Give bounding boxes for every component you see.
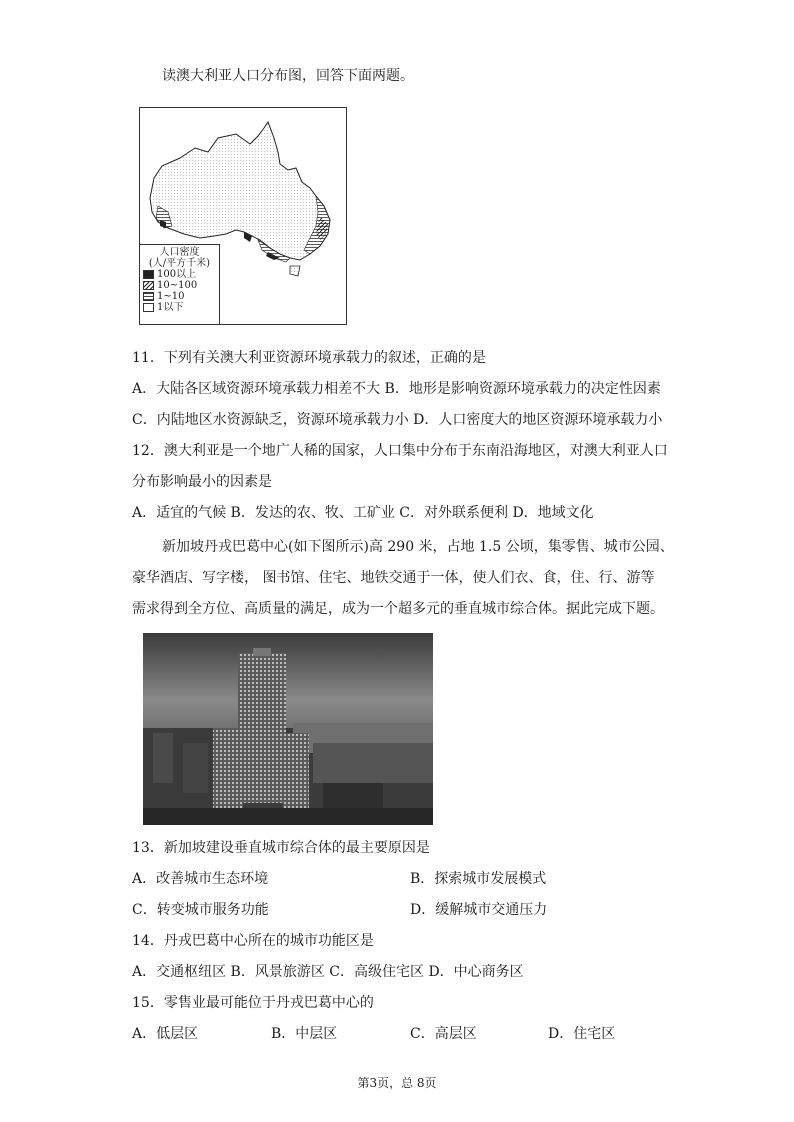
legend-swatch-dark bbox=[143, 270, 154, 279]
legend-item: 100以上 bbox=[143, 269, 216, 280]
q15-option-d: D．住宅区 bbox=[548, 1026, 616, 1042]
passage-line1: 新加坡丹戎巴葛中心(如下图所示)高 290 米，占地 1.5 公顷，集零售、城市公园、 bbox=[162, 539, 674, 555]
passage-line3: 需求得到全方位、高质量的满足，成为一个超多元的垂直城市综合体。据此完成下题。 bbox=[132, 601, 664, 617]
q12-stem-line1: 12．澳大利亚是一个地广人稀的国家，人口集中分布于东南沿海地区，对澳大利亚人口 bbox=[132, 443, 668, 459]
legend-unit: (人/平方千米) bbox=[148, 258, 211, 269]
q12-options: A．适宜的气候 B．发达的农、牧、工矿业 C．对外联系便利 D．地域文化 bbox=[132, 505, 594, 521]
q11-options-ab: A．大陆各区域资源环境承载力相差不大 B．地形是影响资源环境承载力的决定性因素 bbox=[132, 381, 661, 397]
map-legend bbox=[140, 244, 220, 324]
legend-item: 10~100 bbox=[143, 280, 216, 291]
legend-swatch-lined bbox=[143, 292, 154, 301]
passage-line2: 豪华酒店、写字楼， 图书馆、住宅、地铁交通于一体，使人们衣、食，住、行、游等 bbox=[132, 570, 655, 586]
q13-option-c: C．转变城市服务功能 bbox=[132, 902, 269, 918]
q14-stem: 14．丹戎巴葛中心所在的城市功能区是 bbox=[132, 933, 374, 949]
legend-swatch-hatched bbox=[143, 281, 154, 290]
q15-option-b: B．中层区 bbox=[271, 1026, 338, 1042]
legend-swatch-blank bbox=[143, 303, 154, 312]
australia-population-map bbox=[139, 107, 347, 325]
page-footer: 第3页，总 8页 bbox=[357, 1076, 437, 1090]
q15-option-c: C．高层区 bbox=[410, 1026, 477, 1042]
q13-option-b: B．探索城市发展模式 bbox=[410, 871, 547, 887]
q12-stem-line2: 分布影响最小的因素是 bbox=[132, 474, 272, 490]
q13-option-d: D．缓解城市交通压力 bbox=[410, 902, 548, 918]
q15-stem: 15．零售业最可能位于丹戎巴葛中心的 bbox=[132, 995, 374, 1011]
q13-option-a: A．改善城市生态环境 bbox=[132, 871, 269, 887]
q11-options-cd: C．内陆地区水资源缺乏，资源环境承载力小 D．人口密度大的地区资源环境承载力小 bbox=[132, 412, 663, 428]
q13-stem: 13．新加坡建设垂直城市综合体的最主要原因是 bbox=[132, 840, 430, 856]
q14-options: A．交通枢纽区 B．风景旅游区 C．高级住宅区 D．中心商务区 bbox=[132, 964, 524, 980]
city-skyline-image bbox=[143, 633, 433, 825]
tanjong-pagar-centre-photo bbox=[143, 633, 433, 825]
legend-item: 1~10 bbox=[143, 291, 216, 302]
legend-title: 人口密度 bbox=[159, 247, 200, 258]
legend-item: 1以下 bbox=[143, 302, 216, 313]
q15-option-a: A．低层区 bbox=[132, 1026, 199, 1042]
q11-stem: 11．下列有关澳大利亚资源环境承载力的叙述，正确的是 bbox=[132, 350, 486, 366]
intro-text: 读澳大利亚人口分布图，回答下面两题。 bbox=[162, 68, 414, 84]
